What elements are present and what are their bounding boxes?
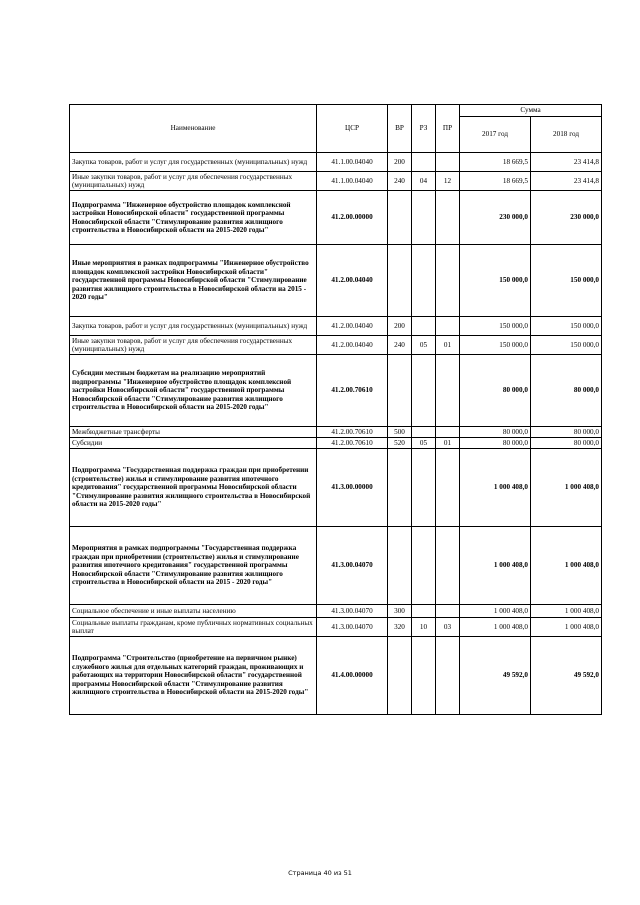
cell-y2018: 1 000 408,0 — [531, 527, 602, 605]
cell-name: Иные закупки товаров, работ и услуг для обеспечения государственных (муниципальных) нужд — [70, 172, 317, 191]
budget-table — [69, 104, 602, 715]
page-footer: Страница 40 из 51 — [288, 869, 352, 877]
cell-csr: 41.3.00.00000 — [317, 449, 388, 527]
cell-pr — [436, 637, 460, 715]
cell-y2018: 1 000 408,0 — [531, 618, 602, 637]
cell-vr — [388, 527, 412, 605]
header-name: Наименование — [70, 105, 317, 153]
cell-vr: 300 — [388, 605, 412, 618]
table-row — [70, 153, 602, 172]
cell-y2017: 150 000,0 — [460, 317, 531, 336]
cell-pr — [436, 449, 460, 527]
cell-csr: 41.3.00.04070 — [317, 618, 388, 637]
cell-name: Подпрограмма "Инженерное обустройство площадок комплексной застройки Новосибирской области" государственной программы Новосибирской области "Стимулирование развития жилищного строительства в Новосибирской области на 2015-2020 годы" — [70, 191, 317, 245]
cell-pr — [436, 317, 460, 336]
table-row — [70, 449, 602, 527]
cell-rz — [412, 317, 436, 336]
cell-pr — [436, 527, 460, 605]
cell-pr — [436, 355, 460, 427]
cell-vr: 200 — [388, 153, 412, 172]
table-row — [70, 618, 602, 637]
cell-y2018: 150 000,0 — [531, 317, 602, 336]
cell-y2017: 1 000 408,0 — [460, 449, 531, 527]
cell-vr: 320 — [388, 618, 412, 637]
cell-y2018: 1 000 408,0 — [531, 605, 602, 618]
cell-y2017: 18 669,5 — [460, 153, 531, 172]
cell-y2018: 1 000 408,0 — [531, 449, 602, 527]
cell-name: Субсидии — [70, 438, 317, 449]
header-2017: 2017 год — [460, 117, 531, 153]
cell-y2017: 150 000,0 — [460, 245, 531, 317]
cell-vr: 500 — [388, 427, 412, 438]
cell-y2017: 80 000,0 — [460, 427, 531, 438]
cell-csr: 41.1.00.04040 — [317, 153, 388, 172]
cell-csr: 41.3.00.04070 — [317, 527, 388, 605]
cell-y2018: 23 414,8 — [531, 153, 602, 172]
cell-csr: 41.2.00.70610 — [317, 355, 388, 427]
cell-y2018: 23 414,8 — [531, 172, 602, 191]
cell-y2017: 230 000,0 — [460, 191, 531, 245]
cell-csr: 41.2.00.70610 — [317, 438, 388, 449]
cell-name: Мероприятия в рамках подпрограммы "Государственная поддержка граждан при приобретении (строительстве) жилья и стимулирование развития ипотечного кредитования" государственной программы Новосибирской области "Стимулирование развития жилищного строительства в Новосибирской области на 2015 - 2020 годы" — [70, 527, 317, 605]
cell-vr — [388, 245, 412, 317]
cell-vr — [388, 637, 412, 715]
table-row — [70, 427, 602, 438]
cell-y2018: 49 592,0 — [531, 637, 602, 715]
cell-pr: 12 — [436, 172, 460, 191]
cell-rz: 05 — [412, 336, 436, 355]
cell-y2018: 150 000,0 — [531, 336, 602, 355]
table-row — [70, 172, 602, 191]
cell-name: Межбюджетные трансферты — [70, 427, 317, 438]
cell-vr: 520 — [388, 438, 412, 449]
cell-rz — [412, 153, 436, 172]
cell-name: Закупка товаров, работ и услуг для государственных (муниципальных) нужд — [70, 153, 317, 172]
cell-csr: 41.3.00.04070 — [317, 605, 388, 618]
cell-pr: 01 — [436, 336, 460, 355]
cell-y2018: 80 000,0 — [531, 427, 602, 438]
cell-rz — [412, 449, 436, 527]
cell-rz — [412, 605, 436, 618]
table-row — [70, 317, 602, 336]
cell-pr — [436, 191, 460, 245]
cell-y2017: 49 592,0 — [460, 637, 531, 715]
cell-name: Иные мероприятия в рамках подпрограммы "Инженерное обустройство площадок комплексной застройки Новосибирской области" государственной программы Новосибирской области "Стимулирование развития жилищного строительства в Новосибирской области на 2015 - 2020 годы" — [70, 245, 317, 317]
cell-name: Иные закупки товаров, работ и услуг для обеспечения государственных (муниципальных) нужд — [70, 336, 317, 355]
cell-csr: 41.2.00.04040 — [317, 336, 388, 355]
cell-pr — [436, 427, 460, 438]
cell-name: Закупка товаров, работ и услуг для государственных (муниципальных) нужд — [70, 317, 317, 336]
cell-y2018: 80 000,0 — [531, 355, 602, 427]
cell-y2017: 150 000,0 — [460, 336, 531, 355]
cell-rz — [412, 527, 436, 605]
header-csr: ЦСР — [317, 105, 388, 153]
cell-y2017: 1 000 408,0 — [460, 527, 531, 605]
cell-csr: 41.2.00.70610 — [317, 427, 388, 438]
cell-y2017: 18 669,5 — [460, 172, 531, 191]
header-2018: 2018 год — [531, 117, 602, 153]
header-rz: РЗ — [412, 105, 436, 153]
cell-vr — [388, 355, 412, 427]
cell-pr — [436, 153, 460, 172]
table-row — [70, 527, 602, 605]
cell-rz — [412, 637, 436, 715]
table-row — [70, 245, 602, 317]
header-vr: ВР — [388, 105, 412, 153]
cell-y2017: 1 000 408,0 — [460, 605, 531, 618]
cell-rz — [412, 191, 436, 245]
cell-rz: 04 — [412, 172, 436, 191]
cell-y2017: 1 000 408,0 — [460, 618, 531, 637]
cell-rz — [412, 427, 436, 438]
cell-rz: 10 — [412, 618, 436, 637]
cell-csr: 41.2.00.04040 — [317, 317, 388, 336]
cell-name: Социальное обеспечение и иные выплаты населению — [70, 605, 317, 618]
cell-y2017: 80 000,0 — [460, 438, 531, 449]
table-row — [70, 355, 602, 427]
cell-rz — [412, 245, 436, 317]
cell-csr: 41.4.00.00000 — [317, 637, 388, 715]
cell-name: Социальные выплаты гражданам, кроме публичных нормативных социальных выплат — [70, 618, 317, 637]
cell-name: Субсидии местным бюджетам на реализацию мероприятий подпрограммы "Инженерное обустройство площадок комплексной застройки Новосибирской области" государственной программы Новосибирской области "Стимулирование развития жилищного строительства в Новосибирской области на 2015-2020 годы" — [70, 355, 317, 427]
cell-rz — [412, 355, 436, 427]
table-row — [70, 191, 602, 245]
cell-pr — [436, 605, 460, 618]
cell-csr: 41.1.00.04040 — [317, 172, 388, 191]
table-row — [70, 637, 602, 715]
header-row-1 — [70, 105, 602, 117]
cell-name: Подпрограмма "Строительство (приобретение на первичном рынке) служебного жилья для отдельных категорий граждан, проживающих и работающих на территории Новосибирской области" государственной программы Новосибирской области "Стимулирование развития жилищного строительства в Новосибирской области на 2015-2020 годы" — [70, 637, 317, 715]
cell-y2017: 80 000,0 — [460, 355, 531, 427]
cell-rz: 05 — [412, 438, 436, 449]
cell-y2018: 150 000,0 — [531, 245, 602, 317]
cell-csr: 41.2.00.00000 — [317, 191, 388, 245]
header-pr: ПР — [436, 105, 460, 153]
table-row — [70, 605, 602, 618]
cell-vr — [388, 191, 412, 245]
cell-vr — [388, 449, 412, 527]
cell-pr: 01 — [436, 438, 460, 449]
cell-vr: 240 — [388, 172, 412, 191]
cell-y2018: 80 000,0 — [531, 438, 602, 449]
cell-vr: 200 — [388, 317, 412, 336]
table-row — [70, 336, 602, 355]
cell-vr: 240 — [388, 336, 412, 355]
header-sum: Сумма — [460, 105, 602, 117]
cell-pr — [436, 245, 460, 317]
cell-csr: 41.2.00.04040 — [317, 245, 388, 317]
cell-name: Подпрограмма "Государственная поддержка граждан при приобретении (строительстве) жилья и стимулирование развития ипотечного кредитования" государственной программы Новосибирской области "Стимулирование развития жилищного строительства в Новосибирской области на 2015-2020 годы" — [70, 449, 317, 527]
table-row — [70, 438, 602, 449]
cell-pr: 03 — [436, 618, 460, 637]
cell-y2018: 230 000,0 — [531, 191, 602, 245]
